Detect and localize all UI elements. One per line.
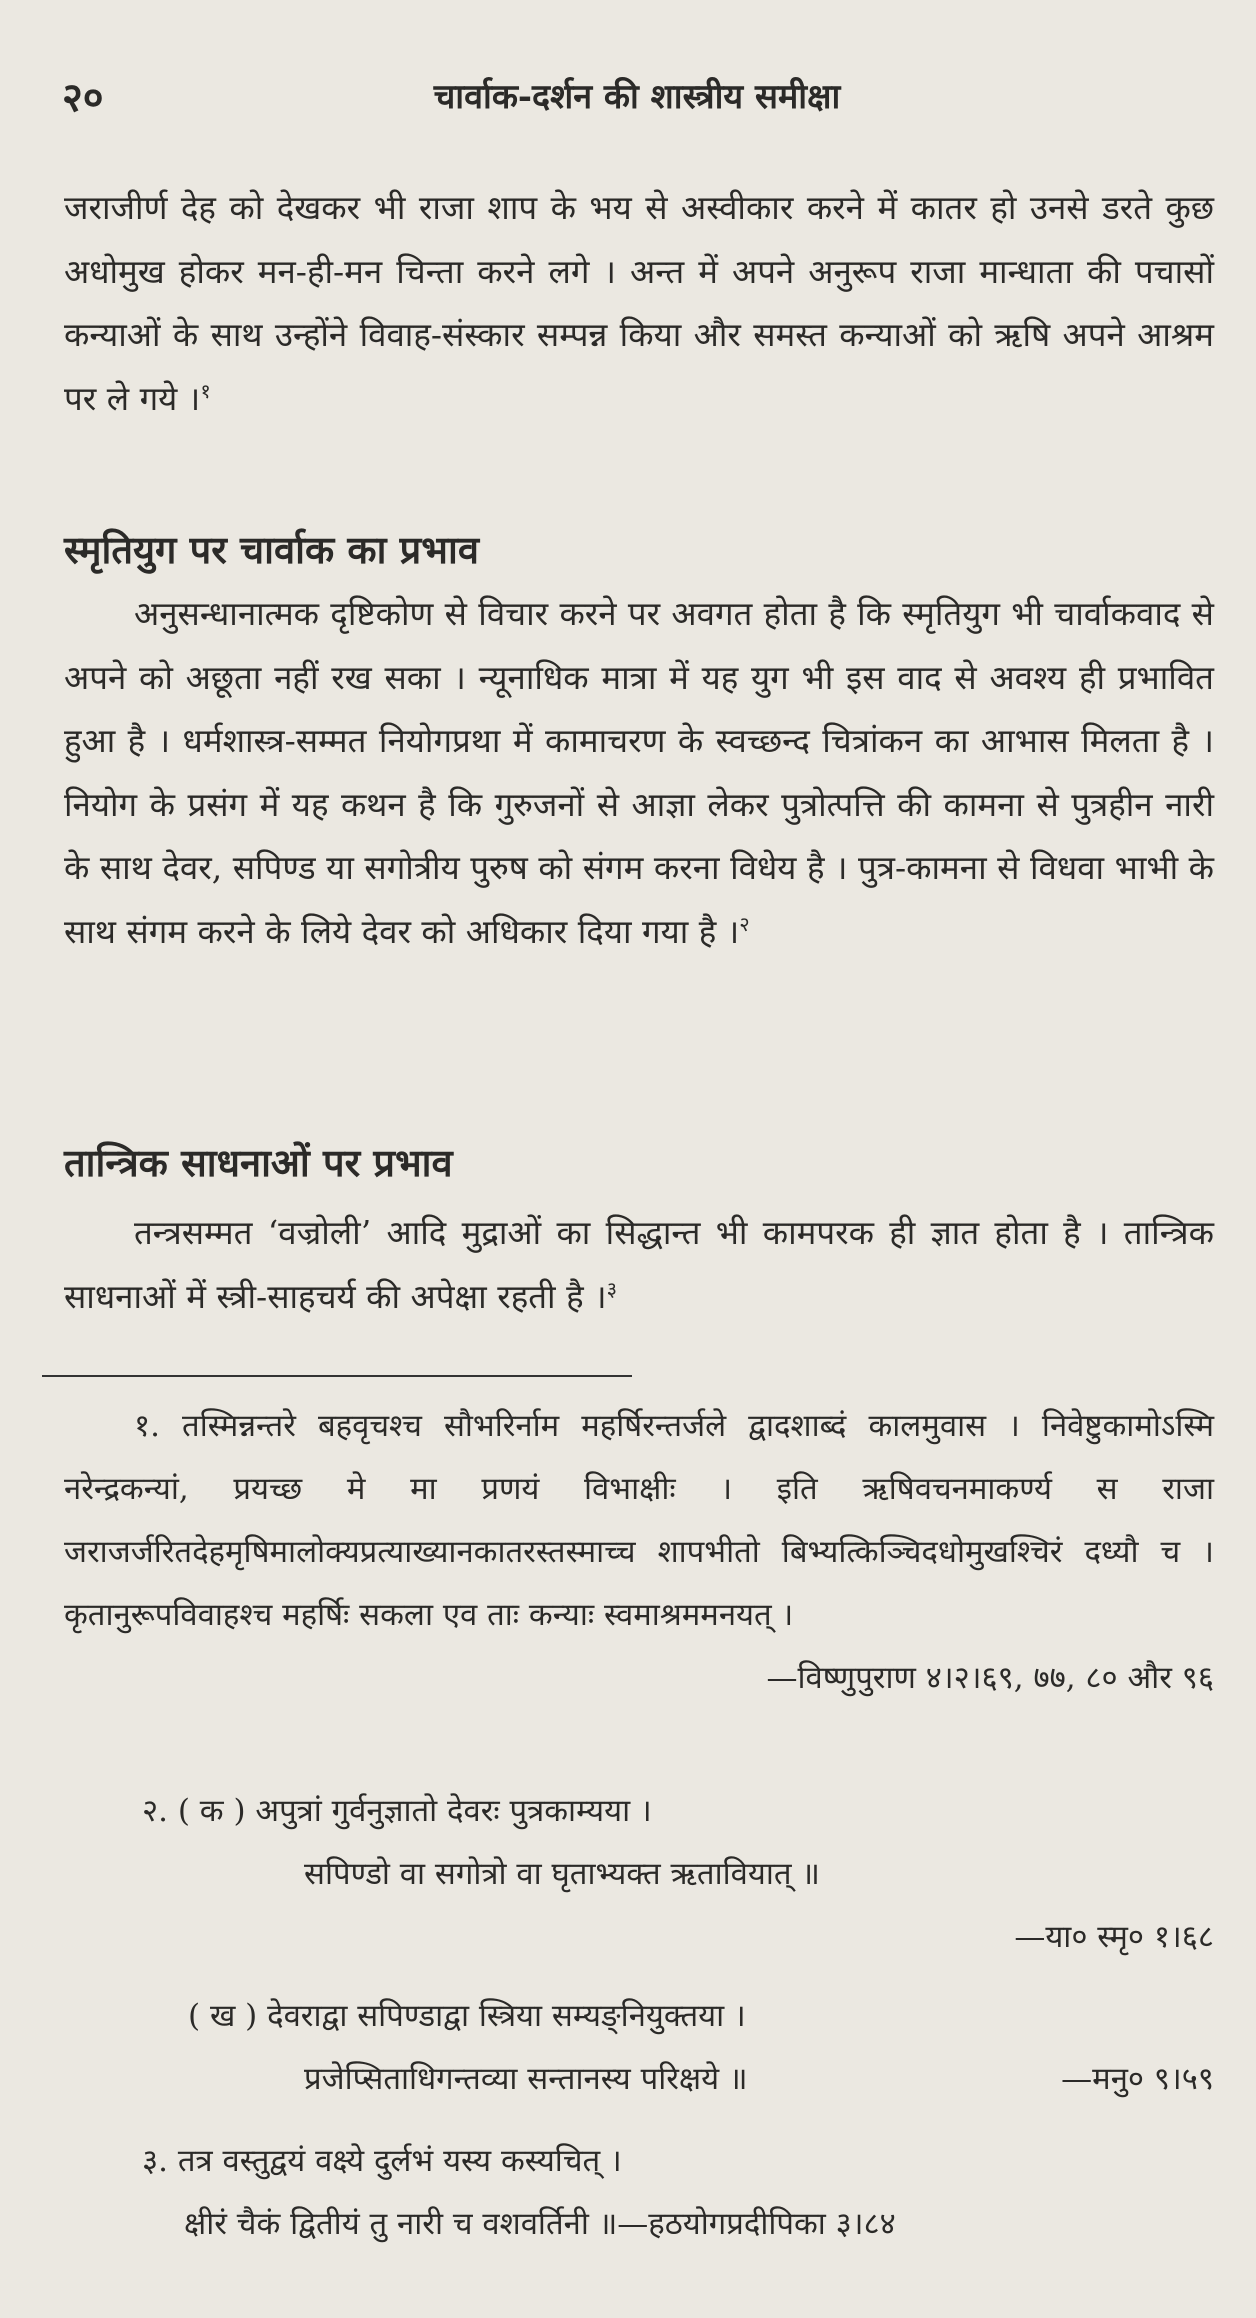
- footnote-ref-1: १: [200, 378, 211, 403]
- verse-line: क्षीरं चैकं द्वितीयं तु नारी च वशवर्तिनी ॥—हठयोगप्रदीपिका ३।८४: [184, 2206, 896, 2242]
- page-header: [62, 68, 1212, 128]
- footnote-ref-3: ३: [606, 1276, 617, 1301]
- footnote-2a: [64, 1780, 1214, 1969]
- paragraph-continuation: [64, 176, 1214, 430]
- section-text: अनुसन्धानात्मक दृष्टिकोण से विचार करने पर अवगत होता है कि स्मृतियुग भी चार्वाकवाद से अपने को अछूता नहीं रख सका । न्यूनाधिक मात्रा में यह युग भी इस वाद से अवश्य ही प्रभावित हुआ है । धर्मशास्त्र-सम्मत नियोगप्रथा में कामाचरण के स्वच्छन्द चित्रांकन का आभास मिलता है । नियोग के प्रसंग में यह कथन है कि गुरुजनों से आज्ञा लेकर पुत्रोत्पत्ति की कामना से पुत्रहीन नारी के साथ देवर, सपिण्ड या सगोत्रीय पुरुष को संगम करना विधेय है । पुत्र-कामना से विधवा भाभी के साथ संगम करने के लिये देवर को अधिकार दिया गया है ।: [64, 594, 1214, 951]
- verse-line: २. ( क ) अपुत्रां गुर्वनुज्ञातो देवरः पुत्रकाम्यया ।: [142, 1793, 652, 1829]
- footnote-divider: [42, 1375, 632, 1377]
- paragraph-text: जराजीर्ण देह को देखकर भी राजा शाप के भय से अस्वीकार करने में कातर हो उनसे डरते कुछ अधोमुख होकर मन-ही-मन चिन्ता करने लगे । अन्त में अपने अनुरूप राजा मान्धाता की पचासों कन्याओं के साथ उन्होंने विवाह-संस्कार सम्पन्न किया और समस्त कन्याओं को ऋषि अपने आश्रम पर ले गये ।: [64, 188, 1214, 418]
- section-heading: स्मृतियुग पर चार्वाक का प्रभाव: [64, 527, 479, 572]
- section-text: तन्त्रसम्मत ‘वज्रोली’ आदि मुद्राओं का सिद्धान्त भी कामपरक ही ज्ञात होता है । तान्त्रिक साधनाओं में स्त्री-साहचर्य की अपेक्षा रहती है ।: [64, 1213, 1214, 1316]
- footnote-source: —या० स्मृ० १।६८: [1014, 1919, 1214, 1955]
- verse-line: ( ख ) देवराद्वा सपिण्डाद्वा स्त्रिया सम्यङ्नियुक्तया ।: [188, 1998, 746, 2034]
- verse-line: प्रजेप्सिताधिगन्तव्या सन्तानस्य परिक्षये ॥: [304, 2061, 748, 2097]
- page-number: २०: [62, 74, 104, 121]
- footnote-3: [64, 2130, 1214, 2256]
- footnote-source: —विष्णुपुराण ४।२।६९, ७७, ८० और ९६: [766, 1660, 1214, 1696]
- footnote-ref-2: २: [739, 911, 750, 936]
- section-heading: तान्त्रिक साधनाओं पर प्रभाव: [64, 1140, 453, 1185]
- section-smriti: [64, 520, 1214, 963]
- verse-line: सपिण्डो वा सगोत्रो वा घृताभ्यक्त ऋतावियात् ॥: [304, 1856, 821, 1892]
- running-title: चार्वाक-दर्शन की शास्त्रीय समीक्षा: [433, 77, 841, 117]
- section-tantra: [64, 1133, 1214, 1328]
- footnote-text: १. तस्मिन्नन्तरे बहवृचश्च सौभरिर्नाम महर्षिरन्तर्जले द्वादशाब्दं कालमुवास । निवेष्टुकामोऽस्मि नरेन्द्रकन्यां, प्रयच्छ मे मा प्रणयं विभाक्षीः । इति ऋषिवचनमाकर्ण्य स राजा जराजर्जरितदेहमृषिमालोक्यप्रत्याख्यानकातरस्तस्माच्च शापभीतो बिभ्यत्किञ्चिदधोमुखश्चिरं दध्यौ च । कृतानुरूपविवाहश्च महर्षिः सकला एव ताः कन्याः स्वमाश्रममनयत् ।: [64, 1408, 1214, 1633]
- verse-line: ३. तत्र वस्तुद्वयं वक्ष्ये दुर्लभं यस्य कस्यचित् ।: [142, 2143, 622, 2179]
- footnote-1: [64, 1395, 1214, 1710]
- footnote-source: —मनु० ९।५९: [1061, 2061, 1214, 2097]
- footnote-2b: [64, 1985, 1214, 2111]
